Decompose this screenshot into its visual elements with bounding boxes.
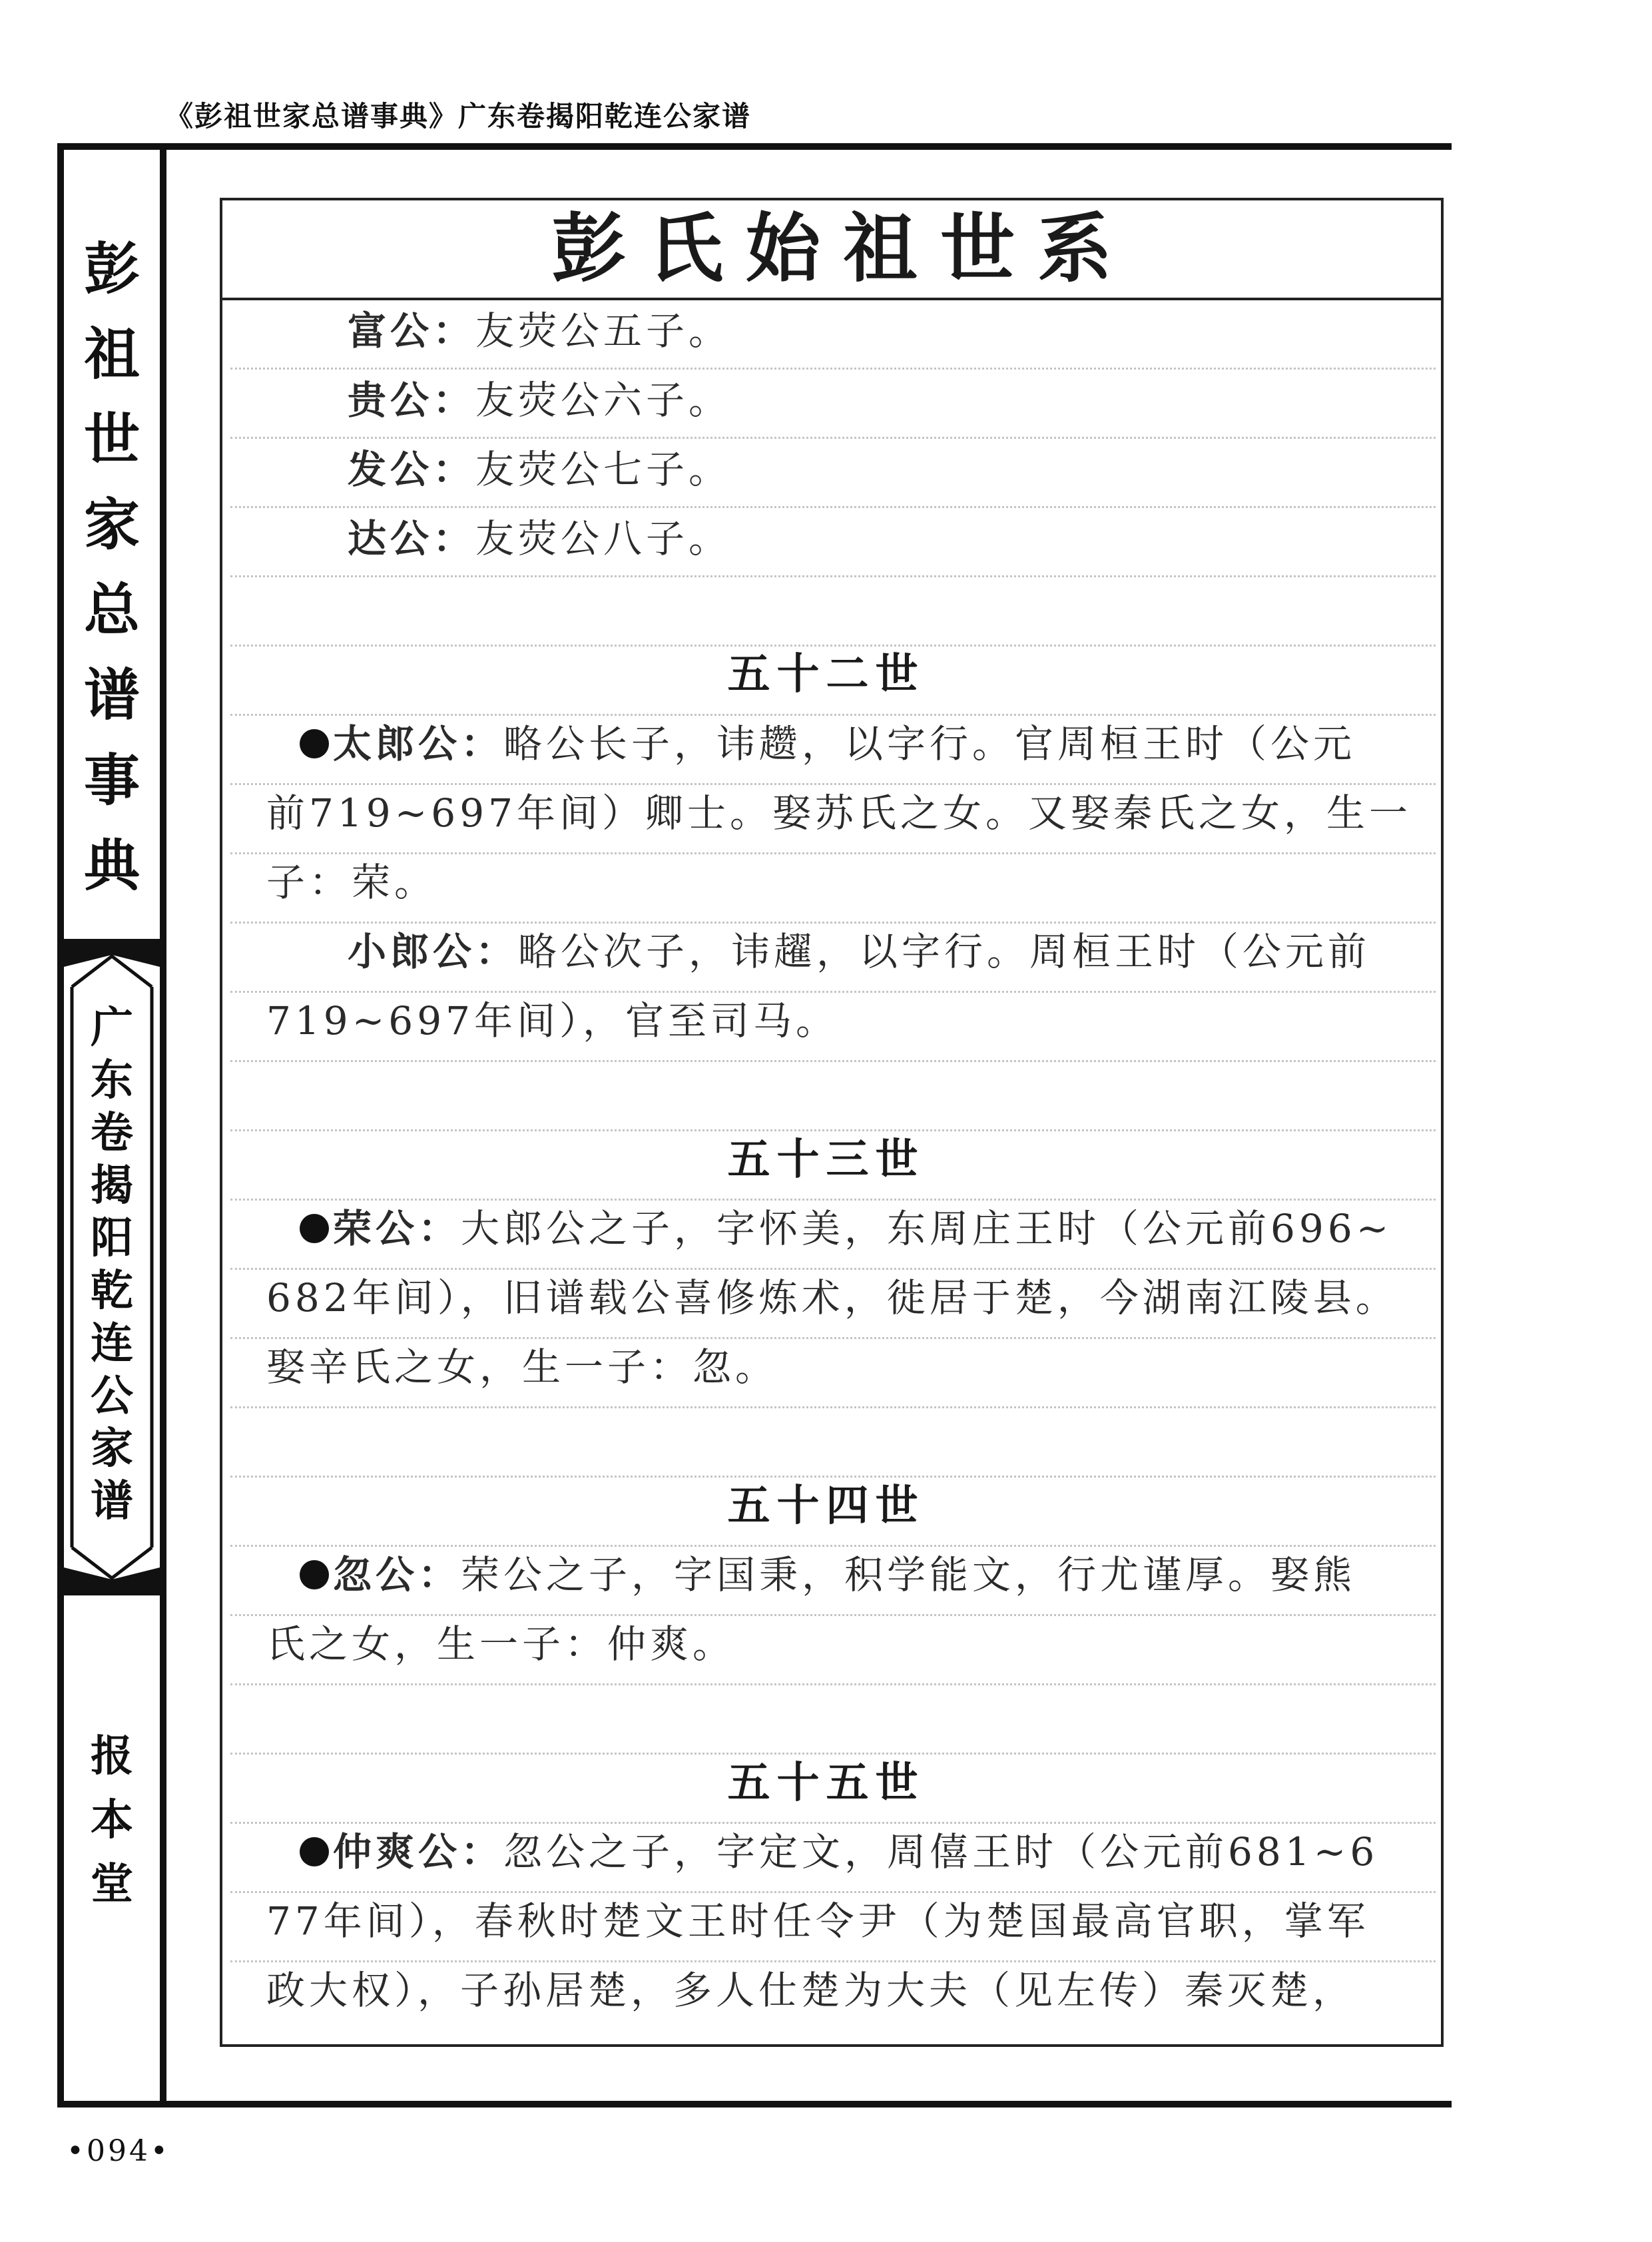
entry-text: 略公长子，讳趱，以字行。官周桓王时（公元 (503, 721, 1356, 766)
inner-border-rule (160, 143, 166, 2107)
entry-text: 友荧公六子。 (475, 378, 732, 423)
generation-heading: 五十二世 (727, 649, 925, 699)
entry-text: 友荧公八子。 (475, 516, 732, 561)
side-char: 广 (91, 1003, 133, 1053)
side-char: 揭 (91, 1161, 133, 1211)
bullet-icon (300, 1837, 329, 1866)
entry-line: 政大权），子孙居楚，多人仕楚为大夫（见左传）秦灭楚， (266, 1968, 1356, 2013)
entry-label: 小郎公： (348, 929, 519, 974)
ruled-line (230, 1822, 1436, 1824)
top-rule (57, 143, 1452, 150)
entry-line (300, 1828, 1378, 1875)
ruled-line (230, 1060, 1436, 1062)
side-char: 谱 (91, 1477, 133, 1526)
side-char: 堂 (91, 1860, 133, 1909)
ruled-line (230, 922, 1436, 924)
bottom-rule (57, 2101, 1452, 2107)
side-char: 家 (91, 1424, 133, 1474)
left-border-rule (57, 143, 64, 2107)
side-char: 彭 (83, 236, 140, 302)
ruled-line (230, 1614, 1436, 1616)
side-char: 阳 (91, 1214, 133, 1263)
entry-line: 77年间），春秋时楚文王时任令尹（为楚国最高官职，掌军 (266, 1898, 1370, 1944)
ruled-line (230, 506, 1436, 508)
side-char: 卷 (91, 1109, 133, 1158)
entry-line (300, 720, 1356, 767)
entry-label: 发公： (348, 447, 476, 492)
side-char: 家 (83, 492, 140, 557)
entry-line (300, 1205, 1392, 1252)
ruled-line (230, 991, 1436, 993)
entry-text: 大郎公之子，字怀美，东周庄王时（公元前696~ (461, 1206, 1393, 1251)
ruled-line (230, 368, 1436, 370)
entry-text: 荣公之子，字国秉，积学能文，行尤谨厚。娶熊 (461, 1552, 1356, 1597)
entry-label: 富公： (348, 308, 476, 354)
ruled-line (230, 437, 1436, 439)
side-char: 典 (83, 833, 140, 898)
ruled-line (230, 1337, 1436, 1339)
entry-line (348, 377, 731, 423)
ruled-line (230, 1545, 1436, 1547)
entry-line: 氏之女，生一子：仲爽。 (266, 1621, 736, 1667)
side-char: 乾 (91, 1266, 133, 1316)
ruled-line (230, 783, 1436, 785)
title-band (222, 200, 1441, 300)
ruled-line (230, 1891, 1436, 1893)
ruled-line (230, 645, 1436, 647)
ruled-line (230, 1129, 1436, 1131)
generation-heading: 五十三世 (727, 1135, 925, 1185)
entry-text: 略公次子，讳趯，以字行。周桓王时（公元前 (518, 929, 1371, 974)
bullet-icon (300, 1214, 329, 1243)
side-hall-name (64, 1725, 160, 1916)
generation-heading: 五十四世 (727, 1481, 925, 1531)
entry-line (348, 446, 731, 493)
ruled-line (230, 852, 1436, 854)
bullet-icon (300, 1560, 329, 1589)
running-header: 《彭祖世家总谱事典》广东卷揭阳乾连公家谱 (165, 100, 752, 133)
side-char: 事 (83, 748, 140, 813)
entry-label: 达公： (348, 516, 476, 561)
page-title: 彭氏始祖世系 (551, 205, 1135, 292)
ruled-line (230, 1683, 1436, 1685)
page-number: •094• (67, 2134, 170, 2168)
bullet-icon (300, 729, 329, 758)
side-char: 祖 (83, 322, 140, 387)
entry-text: 忽公之子，字定文，周僖王时（公元前681~6 (503, 1829, 1379, 1874)
side-book-title (64, 226, 160, 908)
ruled-line (230, 1268, 1436, 1270)
side-char: 谱 (83, 663, 140, 728)
entry-label: 太郎公： (333, 721, 504, 766)
side-char: 世 (83, 407, 140, 472)
entry-label: 荣公： (333, 1206, 461, 1251)
entry-line (300, 1551, 1356, 1598)
entry-label: 贵公： (348, 378, 476, 423)
entry-line: 前719~697年间）卿士。娶苏氏之女。又娶秦氏之女，生一 (266, 790, 1412, 836)
entry-line: 682年间），旧谱载公喜修炼术，徙居于楚，今湖南江陵县。 (266, 1275, 1398, 1320)
side-char: 连 (91, 1319, 133, 1368)
ruled-line (230, 1199, 1436, 1201)
ruled-line (230, 1960, 1436, 1962)
entry-line: 娶辛氏之女，生一子：忽。 (266, 1344, 778, 1390)
generation-heading: 五十五世 (727, 1758, 925, 1808)
entry-text: 友荧公七子。 (475, 447, 732, 492)
side-char: 公 (91, 1372, 133, 1421)
entry-text: 友荧公五子。 (475, 308, 732, 354)
side-volume-title (64, 1002, 160, 1528)
side-char: 报 (91, 1732, 133, 1781)
ruled-line (230, 1753, 1436, 1755)
side-char: 本 (91, 1796, 133, 1845)
ruled-line (230, 575, 1436, 577)
entry-line: 719~697年间），官至司马。 (266, 998, 839, 1043)
entry-line (348, 308, 731, 354)
side-char: 东 (91, 1056, 133, 1105)
entry-label: 仲爽公： (333, 1829, 504, 1874)
side-char: 总 (83, 577, 140, 643)
entry-line (348, 928, 1370, 975)
entry-line (348, 515, 731, 562)
entry-label: 忽公： (333, 1552, 461, 1597)
ruled-line (230, 714, 1436, 716)
entry-line: 子：荣。 (266, 860, 437, 905)
ruled-line (230, 1476, 1436, 1478)
ruled-line (230, 1406, 1436, 1408)
